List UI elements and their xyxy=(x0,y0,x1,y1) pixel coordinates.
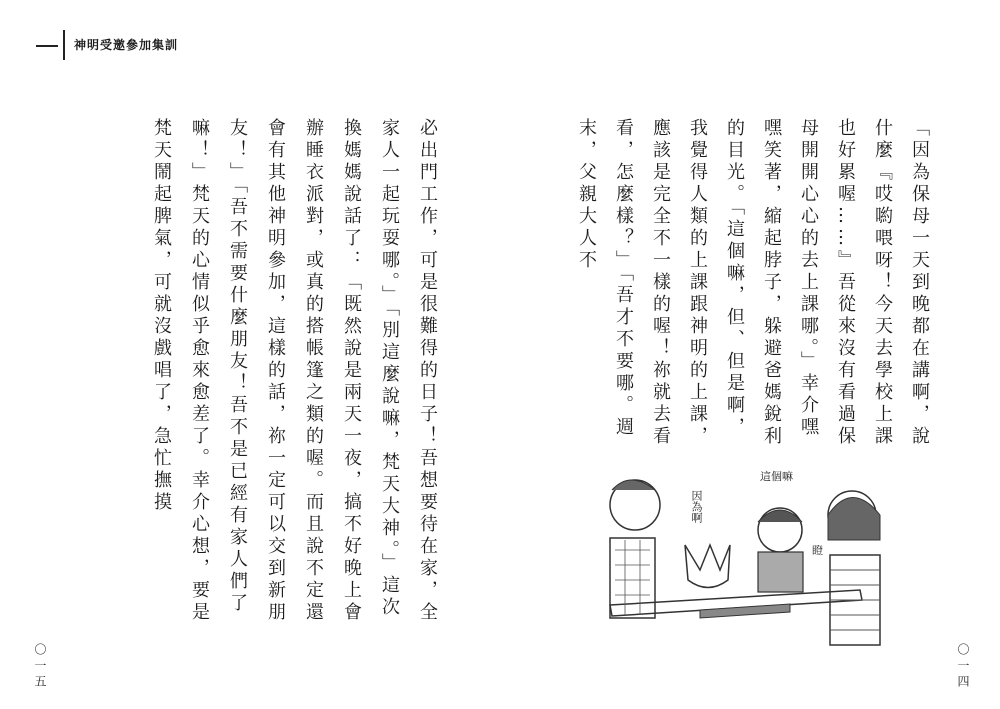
page-number-right: 〇一四 xyxy=(956,643,970,691)
left-page-text: 必出門工作，可是很難得的日子！吾想要待在家，全家人一起玩耍哪。」「別這麼說嘛，梵天大神。」這次換媽媽說話了：「既然說是兩天一夜，搞不好晚上會辦睡衣派對，或真的搭帳篷之類的喔。而且說不定還會有其他神明參加，這樣的話，祢一定可以交到新朋友！」「吾不需要什麼朋友！吾不是已經有家人們了嘛！」梵天的心情似乎愈來愈差了。幸介心想，要是梵天鬧起脾氣，可就沒戲唱了，急忙撫摸 xyxy=(151,118,438,624)
family-sketch xyxy=(590,460,890,650)
bubble-woman: 瞪 xyxy=(812,544,823,557)
header-divider xyxy=(63,30,65,60)
page-number-left: 〇一五 xyxy=(33,643,47,691)
bubble-rabbit: 因為啊 xyxy=(690,490,703,523)
chapter-mark xyxy=(36,45,58,47)
right-page-body xyxy=(566,118,938,448)
left-page-body xyxy=(68,118,446,638)
illustration xyxy=(590,460,890,650)
chapter-title: 神明受邀參加集訓 xyxy=(74,38,179,52)
bubble-boy: 這個嘛 xyxy=(760,470,793,483)
right-page-text: 「因為保母一天到晚都在講啊，說什麼『哎喲喂呀！今天去學校上課也好累喔……』吾從來沒有看過保母開開心心的去上課哪。」幸介嘿嘿笑著，縮起脖子，躲避爸媽銳利的目光。「這個嘛，但、但是啊，我覺得人類的上課跟神明的上課，應該是完全不一樣的喔！祢就去看看，怎麼樣？」「吾才不要哪。週末，父親大人不 xyxy=(576,118,930,448)
